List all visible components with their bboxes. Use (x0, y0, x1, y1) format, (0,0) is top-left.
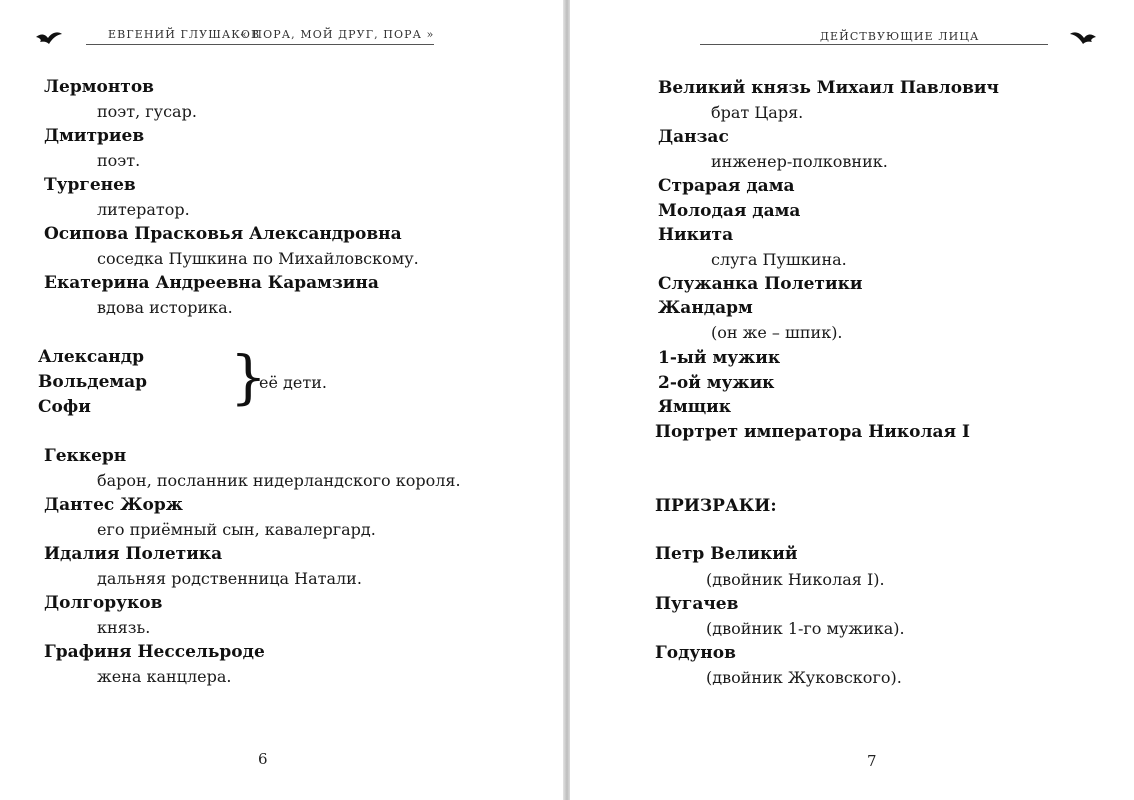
character-name: Страрая дама (658, 176, 795, 196)
character-description: поэт, гусар. (97, 102, 197, 121)
group-description: её дети. (259, 373, 327, 392)
character-name: Осипова Прасковья Александровна (44, 224, 402, 244)
section-heading: ПРИЗРАКИ: (655, 496, 777, 516)
header-rule (700, 44, 1048, 45)
character-description: дальняя родственница Натали. (97, 569, 362, 588)
page-number: 7 (867, 752, 877, 770)
character-description: брат Царя. (711, 103, 804, 122)
character-description: его приёмный сын, кавалергард. (97, 520, 376, 539)
character-name: Графиня Нессельроде (44, 642, 265, 662)
character-name: Молодая дама (658, 201, 801, 221)
character-name: Геккерн (44, 446, 127, 466)
ghost-name: Годунов (655, 643, 736, 663)
character-name: Данзас (658, 127, 729, 147)
character-name: Ямщик (658, 397, 732, 417)
character-name: Екатерина Андреевна Карамзина (44, 273, 379, 293)
ghost-name: Петр Великий (655, 544, 798, 564)
running-header-title: ДЕЙСТВУЮЩИЕ ЛИЦА (820, 30, 980, 43)
running-header-title: « ПОРА, МОЙ ДРУГ, ПОРА » (240, 28, 435, 41)
character-description: соседка Пушкина по Михайловскому. (97, 249, 419, 268)
character-description: вдова историка. (97, 298, 233, 317)
character-name: Дантес Жорж (44, 495, 183, 515)
character-name: Великий князь Михаил Павлович (658, 78, 999, 98)
character-description: литератор. (97, 200, 190, 219)
character-name: Дмитриев (44, 126, 145, 146)
ghost-description: (двойник 1-го мужика). (706, 619, 905, 638)
character-description: (он же – шпик). (711, 323, 843, 342)
character-name: Портрет императора Николая I (655, 422, 970, 442)
character-name: Тургенев (44, 175, 136, 195)
character-description: барон, посланник нидерландского короля. (97, 471, 461, 490)
group-member-name: Александр (38, 347, 144, 367)
character-description: поэт. (97, 151, 141, 170)
character-name: Лермонтов (44, 77, 154, 97)
group-member-name: Софи (38, 397, 91, 417)
character-description: жена канцлера. (97, 667, 232, 686)
group-brace: } (230, 343, 267, 411)
character-name: Идалия Полетика (44, 544, 223, 564)
character-description: слуга Пушкина. (711, 250, 847, 269)
group-member-name: Вольдемар (38, 372, 148, 392)
left-page (0, 0, 565, 800)
character-name: Служанка Полетики (658, 274, 863, 294)
character-name: Долгоруков (44, 593, 163, 613)
character-name: 2-ой мужик (658, 373, 775, 393)
page-number: 6 (258, 750, 268, 768)
character-description: князь. (97, 618, 151, 637)
ghost-description: (двойник Жуковского). (706, 668, 902, 687)
swallow-ornament-icon (1068, 28, 1098, 50)
character-name: 1-ый мужик (658, 348, 781, 368)
character-description: инженер-полковник. (711, 152, 888, 171)
right-page (570, 0, 1134, 800)
ghost-description: (двойник Николая I). (706, 570, 885, 589)
running-header-author: ЕВГЕНИЙ ГЛУШАКОВ (108, 28, 261, 41)
header-rule (86, 44, 434, 45)
ghost-name: Пугачев (655, 594, 739, 614)
character-name: Жандарм (658, 298, 753, 318)
character-name: Никита (658, 225, 734, 245)
swallow-ornament-icon (34, 28, 64, 50)
